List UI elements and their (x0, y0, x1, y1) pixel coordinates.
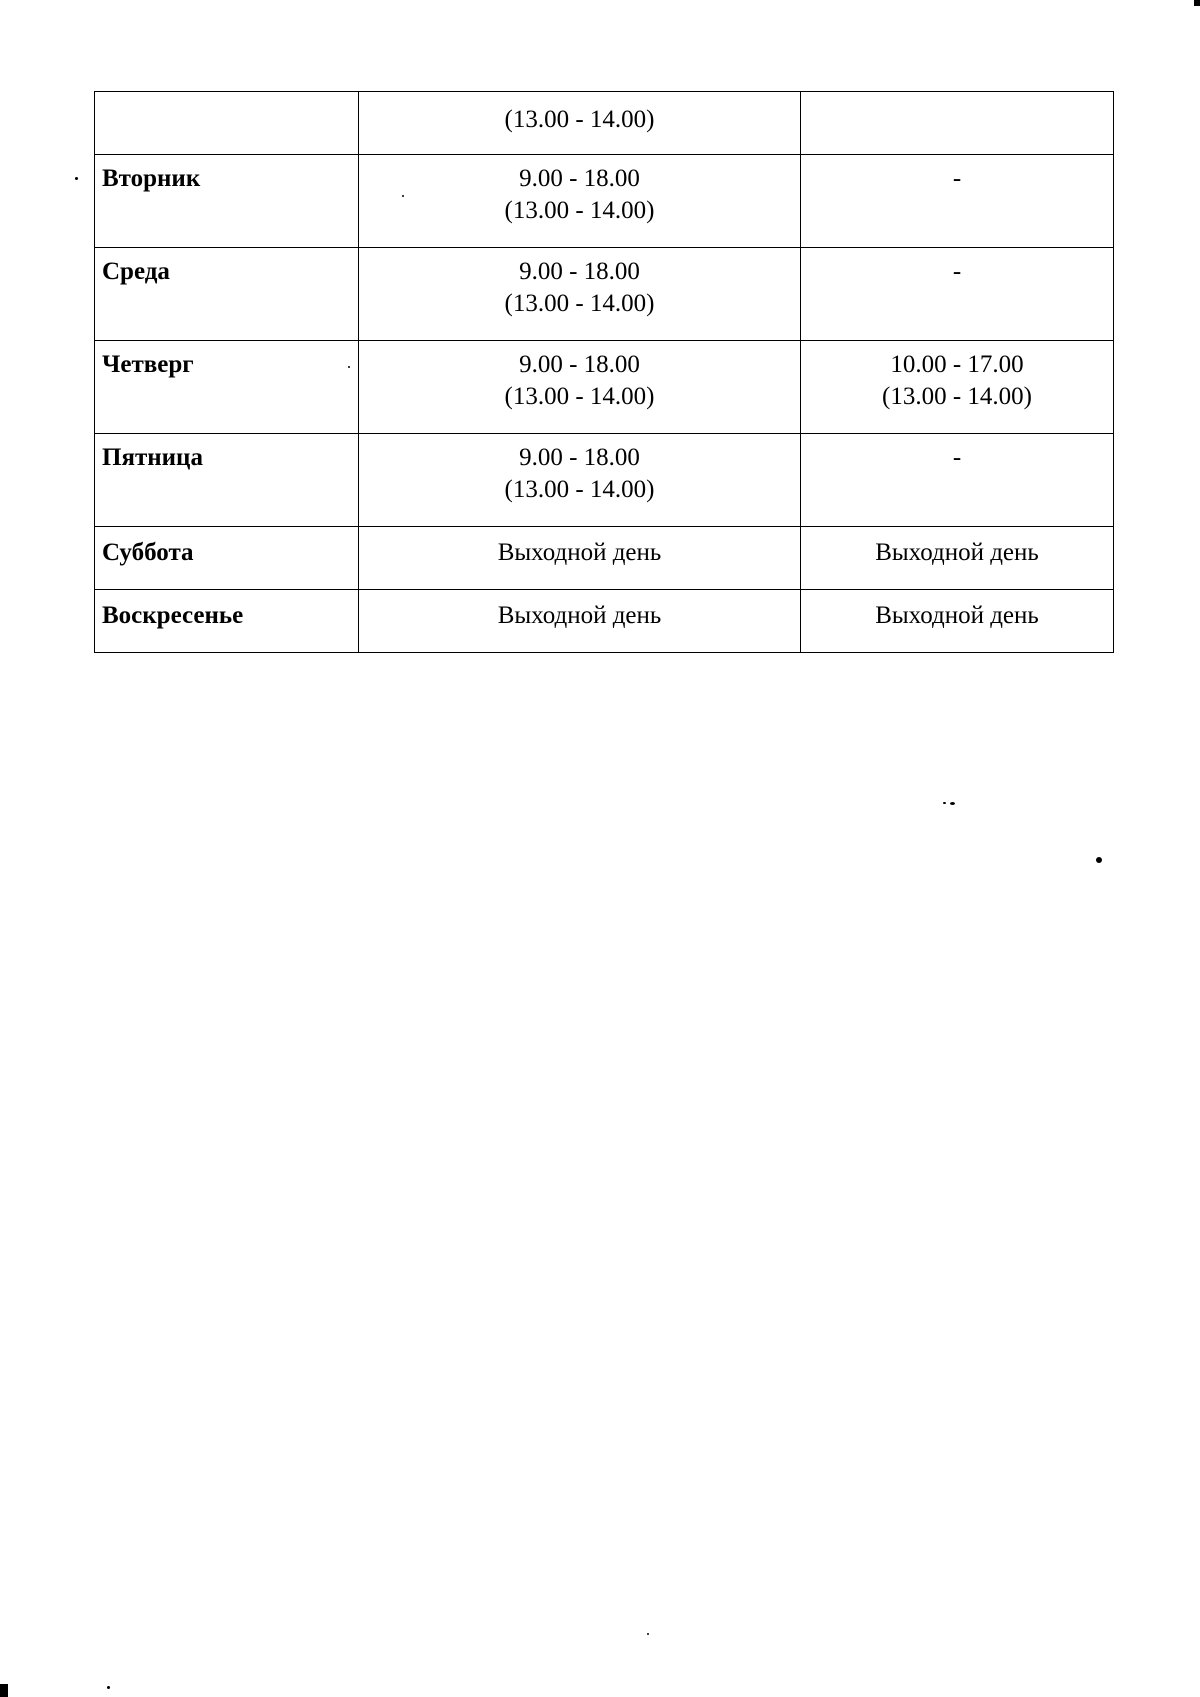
reception-hours-cell (801, 434, 1114, 527)
day-label: Пятница (102, 444, 203, 471)
reception-hours-cell (801, 527, 1114, 590)
table-row (95, 341, 1114, 434)
hours-cell (359, 590, 801, 653)
day-label: Суббота (102, 539, 194, 566)
scan-speck (1096, 857, 1102, 863)
hours-cell (359, 434, 801, 527)
day-label: Вторник (102, 165, 201, 192)
scan-speck (647, 1633, 649, 1635)
day-off-label: Выходной день (497, 539, 662, 566)
day-label: Четверг (102, 351, 194, 378)
scan-edge-mark (0, 1684, 8, 1697)
break-hours: (13.00 - 14.00) (504, 476, 655, 503)
table-row (95, 527, 1114, 590)
day-label: Воскресенье (102, 602, 244, 629)
reception-break-hours: (13.00 - 14.00) (882, 383, 1032, 410)
work-hours: 9.00 - 18.00 (519, 351, 640, 378)
work-hours: 9.00 - 18.00 (519, 444, 640, 471)
table-row (95, 92, 1114, 155)
day-off-label: Выходной день (875, 602, 1039, 629)
scan-speck (348, 366, 350, 368)
day-off-label: Выходной день (497, 602, 662, 629)
hours-cell (359, 527, 801, 590)
table-row (95, 248, 1114, 341)
day-label: Среда (102, 258, 170, 285)
table-row (95, 155, 1114, 248)
break-hours: (13.00 - 14.00) (504, 106, 655, 133)
day-cell (95, 92, 359, 155)
hours-cell (359, 341, 801, 434)
break-hours: (13.00 - 14.00) (504, 383, 655, 410)
break-hours: (13.00 - 14.00) (504, 290, 655, 317)
hours-cell (359, 155, 801, 248)
day-cell (95, 527, 359, 590)
reception-hours-cell (801, 341, 1114, 434)
schedule-table (94, 91, 1114, 653)
day-cell (95, 434, 359, 527)
reception-hours: - (952, 444, 962, 471)
scan-speck (107, 1686, 110, 1689)
day-cell (95, 341, 359, 434)
reception-hours-cell (801, 590, 1114, 653)
hours-cell (359, 248, 801, 341)
hours-cell (359, 92, 801, 155)
scan-edge-mark (1194, 0, 1200, 6)
day-cell (95, 248, 359, 341)
reception-hours-cell (801, 92, 1114, 155)
reception-hours-cell (801, 155, 1114, 248)
day-cell (95, 590, 359, 653)
reception-hours-cell (801, 248, 1114, 341)
scan-speck (943, 802, 946, 804)
day-off-label: Выходной день (875, 539, 1039, 566)
break-hours: (13.00 - 14.00) (504, 197, 655, 224)
reception-hours: - (952, 165, 962, 192)
day-cell (95, 155, 359, 248)
scan-speck (402, 195, 404, 197)
work-hours: 9.00 - 18.00 (519, 258, 640, 285)
scan-speck (950, 802, 955, 805)
table-row (95, 590, 1114, 653)
scan-speck (75, 177, 78, 180)
work-hours: 9.00 - 18.00 (519, 165, 640, 192)
reception-hours: - (952, 258, 962, 285)
table-row (95, 434, 1114, 527)
reception-hours: 10.00 - 17.00 (890, 351, 1024, 378)
